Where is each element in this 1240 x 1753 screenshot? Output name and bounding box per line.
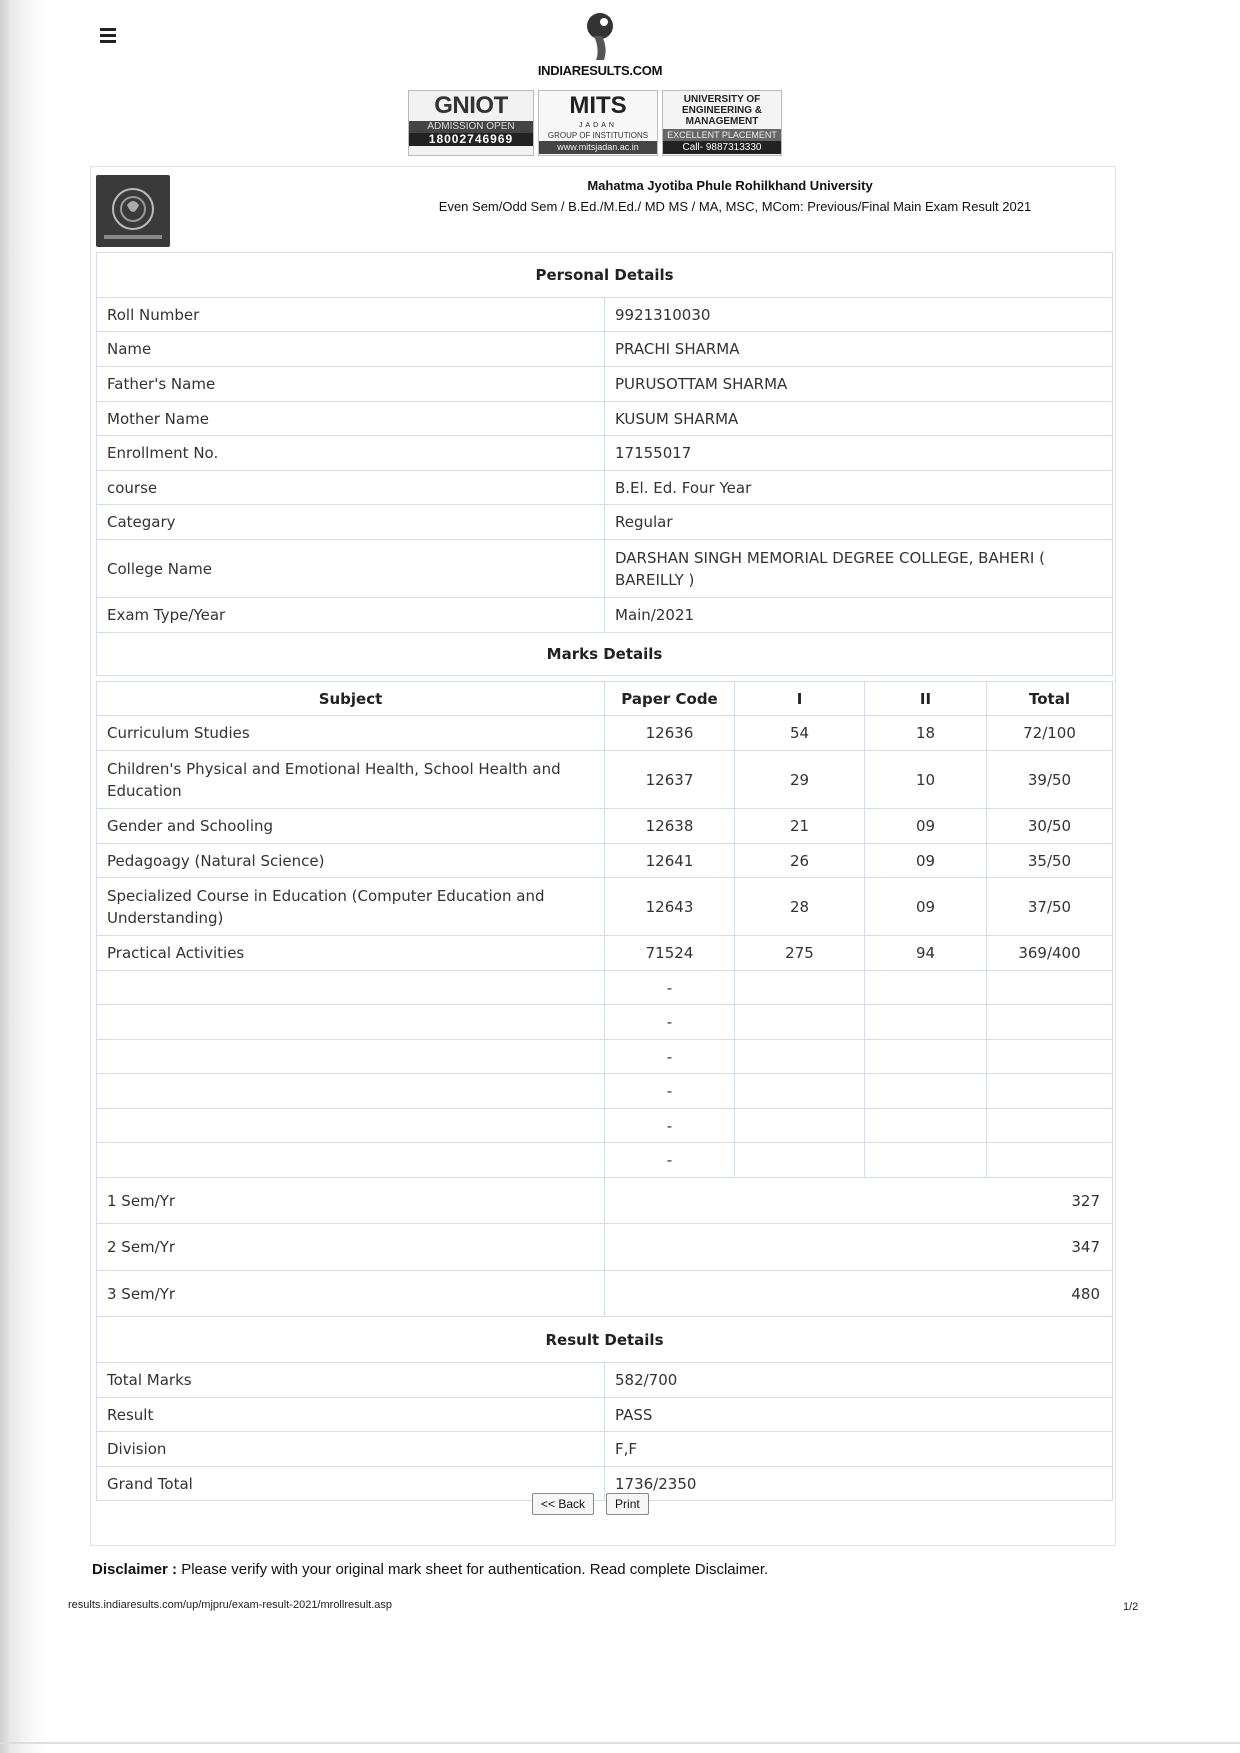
college-name-label: College Name [97,540,605,598]
ad-mits-line2: GROUP OF INSTITUTIONS [547,131,649,140]
university-seal-icon [96,175,170,247]
subject-cell: Pedagoagy (Natural Science) [97,844,605,878]
paper-code-cell: 12636 [605,716,735,751]
table-row [97,1363,1113,1398]
empty-code-cell: - [605,1005,735,1040]
marks-table [96,681,1113,1178]
table-row [97,367,1113,402]
marks-i-cell: 28 [735,878,865,936]
table-row [97,751,1113,809]
empty-code-cell: - [605,1074,735,1109]
site-logo[interactable] [520,10,680,78]
father-name-label: Father's Name [97,367,605,402]
marks-ii-cell: 10 [865,751,987,809]
mother-name-value: KUSUM SHARMA [605,402,1113,436]
ad-uem-title: UNIVERSITY OF ENGINEERING & MANAGEMENT [681,94,762,127]
exam-title: Even Sem/Odd Sem / B.Ed./M.Ed./ MD MS / MA, MSC, MCom: Previous/Final Main Exam Result 2021 [438,199,1032,214]
paper-code-cell: 12638 [605,809,735,844]
ad-mits[interactable] [538,90,658,156]
marks-ii-cell: 18 [865,716,987,751]
sem1-value: 327 [605,1178,1113,1224]
table-row [97,1178,1113,1224]
course-value: B.El. Ed. Four Year [605,471,1113,505]
indiaresults-logo-icon [580,10,620,62]
sem3-label: 3 Sem/Yr [97,1271,605,1317]
ad-gniot[interactable] [408,90,534,156]
college-name-value: DARSHAN SINGH MEMORIAL DEGREE COLLEGE, BAHERI ( BAREILLY ) [605,540,1113,598]
total-cell: 30/50 [987,809,1113,844]
table-row [97,1398,1113,1432]
marks-ii-cell: 09 [865,844,987,878]
paper-code-cell: 12637 [605,751,735,809]
table-row [97,402,1113,436]
table-row [97,1432,1113,1467]
marks-ii-cell: 94 [865,936,987,971]
course-label: course [97,471,605,505]
ad-uem[interactable] [662,90,782,156]
ad-gniot-line1: ADMISSION OPEN [409,121,533,133]
mother-name-label: Mother Name [97,402,605,436]
marks-i-cell: 275 [735,936,865,971]
empty-row [97,1143,1113,1178]
table-row [97,716,1113,751]
grand-total-value: 1736/2350 [605,1467,1113,1501]
marks-ii-cell: 09 [865,809,987,844]
col-subject: Subject [97,682,605,716]
marks-i-cell: 26 [735,844,865,878]
total-marks-label: Total Marks [97,1363,605,1398]
table-row [97,809,1113,844]
hamburger-menu-icon[interactable] [100,28,116,42]
roll-number-value: 9921310030 [605,298,1113,332]
subject-cell: Gender and Schooling [97,809,605,844]
enrollment-label: Enrollment No. [97,436,605,471]
page-bottom-divider [0,1742,1240,1744]
ad-gniot-title: GNIOT [434,92,508,119]
total-cell: 35/50 [987,844,1113,878]
table-row [97,1271,1113,1317]
total-cell: 72/100 [987,716,1113,751]
table-row [97,471,1113,505]
footer-page-number: 1/2 [1123,1601,1139,1613]
table-row [97,844,1113,878]
father-name-value: PURUSOTTAM SHARMA [605,367,1113,402]
table-row [97,598,1113,633]
table-row [97,936,1113,971]
total-cell: 37/50 [987,878,1113,936]
disclaimer-text[interactable]: Please verify with your original mark sheet for authentication. Read complete Disclaimer. [177,1561,769,1578]
paper-code-cell: 12641 [605,844,735,878]
col-ii: II [865,682,987,716]
marks-i-cell: 54 [735,716,865,751]
name-label: Name [97,332,605,367]
empty-code-cell: - [605,1143,735,1178]
marks-i-cell: 21 [735,809,865,844]
ad-uem-phone: Call- 9887313330 [663,141,781,154]
personal-details-heading: Personal Details [97,253,1113,298]
empty-row [97,1040,1113,1074]
table-row [97,436,1113,471]
ad-uem-line1: EXCELLENT PLACEMENT [663,129,781,141]
summary-table [96,1177,1113,1501]
ad-gniot-phone: 18002746969 [409,133,533,146]
category-label: Categary [97,505,605,540]
total-cell: 369/400 [987,936,1113,971]
ad-mits-line1: JADAN [579,122,617,129]
print-button[interactable]: Print [606,1493,649,1515]
grand-total-label: Grand Total [97,1467,605,1501]
sem1-label: 1 Sem/Yr [97,1178,605,1224]
table-row [97,1224,1113,1271]
subject-cell: Curriculum Studies [97,716,605,751]
col-total: Total [987,682,1113,716]
empty-code-cell: - [605,1040,735,1074]
university-name: Mahatma Jyotiba Phule Rohilkhand University [587,178,873,193]
table-row [97,298,1113,332]
personal-details-table [96,252,1113,676]
name-value: PRACHI SHARMA [605,332,1113,367]
empty-row [97,1074,1113,1109]
footer-url: results.indiaresults.com/up/mjpru/exam-result-2021/mrollresult.asp [68,1599,393,1611]
total-marks-value: 582/700 [605,1363,1113,1398]
empty-code-cell: - [605,1109,735,1143]
table-row [97,505,1113,540]
result-details-heading: Result Details [97,1317,1113,1363]
roll-number-label: Roll Number [97,298,605,332]
category-value: Regular [605,505,1113,540]
marks-i-cell: 29 [735,751,865,809]
result-label: Result [97,1398,605,1432]
empty-row [97,971,1113,1005]
ad-banner-strip [408,90,782,158]
enrollment-value: 17155017 [605,436,1113,471]
back-button[interactable]: << Back [532,1493,594,1515]
subject-cell: Specialized Course in Education (Computer Education and Understanding) [97,878,605,936]
exam-type-label: Exam Type/Year [97,598,605,633]
site-logo-text: INDIARESULTS.COM [537,63,663,78]
ad-mits-url: www.mitsjadan.ac.in [539,141,657,154]
marks-ii-cell: 09 [865,878,987,936]
col-i: I [735,682,865,716]
empty-row [97,1109,1113,1143]
action-buttons [532,1493,649,1515]
subject-cell: Children's Physical and Emotional Health, School Health and Education [97,751,605,809]
marks-details-heading: Marks Details [97,633,1113,676]
scan-shadow [0,0,46,1753]
marks-header-row [97,682,1113,716]
disclaimer [92,1561,768,1578]
sem3-value: 480 [605,1271,1113,1317]
total-cell: 39/50 [987,751,1113,809]
empty-row [97,1005,1113,1040]
table-row [97,540,1113,598]
paper-code-cell: 12643 [605,878,735,936]
ad-mits-title: MITS [569,92,627,119]
table-row [97,332,1113,367]
exam-type-value: Main/2021 [605,598,1113,633]
table-row [97,878,1113,936]
division-label: Division [97,1432,605,1467]
sem2-label: 2 Sem/Yr [97,1224,605,1271]
sem2-value: 347 [605,1224,1113,1271]
subject-cell: Practical Activities [97,936,605,971]
result-value: PASS [605,1398,1113,1432]
paper-code-cell: 71524 [605,936,735,971]
col-paper-code: Paper Code [605,682,735,716]
division-value: F,F [605,1432,1113,1467]
disclaimer-label: Disclaimer : [92,1561,178,1578]
empty-code-cell: - [605,971,735,1005]
